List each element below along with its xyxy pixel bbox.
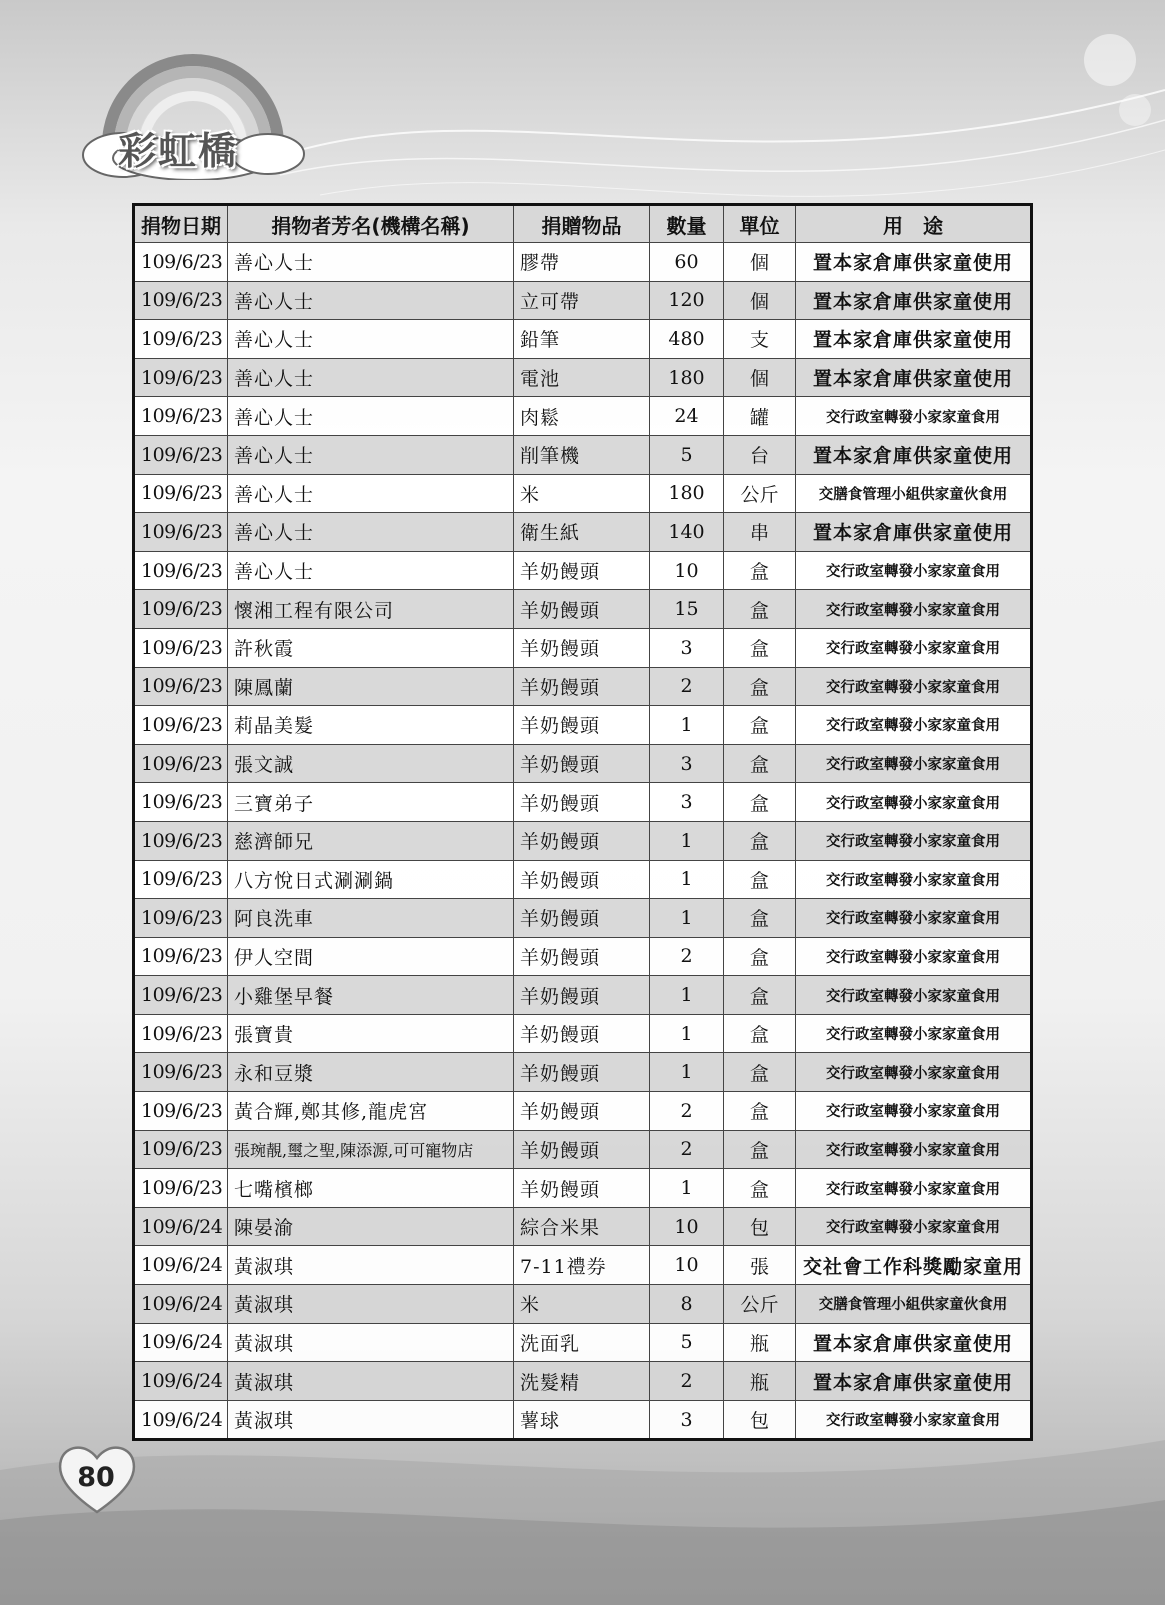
cell-unit: 公斤	[724, 474, 796, 513]
cell-item: 羊奶饅頭	[514, 1092, 650, 1131]
cell-date: 109/6/23	[134, 590, 228, 629]
cell-date: 109/6/23	[134, 281, 228, 320]
cell-donor: 善心人士	[228, 320, 514, 359]
cell-donor: 張文誠	[228, 744, 514, 783]
cell-purpose: 交行政室轉發小家家童食用	[796, 1207, 1032, 1246]
table-row	[134, 397, 1032, 436]
cell-quantity: 1	[650, 899, 724, 938]
table-row	[134, 1092, 1032, 1131]
cell-donor: 善心人士	[228, 358, 514, 397]
cell-unit: 盒	[724, 628, 796, 667]
cell-donor: 伊人空間	[228, 937, 514, 976]
cell-purpose: 交行政室轉發小家家童食用	[796, 1014, 1032, 1053]
cell-unit: 盒	[724, 1014, 796, 1053]
cell-unit: 個	[724, 281, 796, 320]
cell-quantity: 140	[650, 513, 724, 552]
cell-purpose: 置本家倉庫供家童使用	[796, 243, 1032, 282]
cell-date: 109/6/23	[134, 783, 228, 822]
cell-quantity: 10	[650, 1207, 724, 1246]
cell-unit: 盒	[724, 744, 796, 783]
cell-date: 109/6/23	[134, 243, 228, 282]
cell-quantity: 1	[650, 1169, 724, 1208]
cell-date: 109/6/24	[134, 1362, 228, 1401]
cell-item: 羊奶饅頭	[514, 937, 650, 976]
cell-purpose: 交行政室轉發小家家童食用	[796, 744, 1032, 783]
cell-date: 109/6/23	[134, 1092, 228, 1131]
cell-item: 羊奶饅頭	[514, 1169, 650, 1208]
cell-date: 109/6/23	[134, 435, 228, 474]
cell-purpose: 置本家倉庫供家童使用	[796, 1323, 1032, 1362]
table-row	[134, 513, 1032, 552]
table-row	[134, 1207, 1032, 1246]
cell-donor: 善心人士	[228, 243, 514, 282]
cell-quantity: 1	[650, 821, 724, 860]
table-row	[134, 1130, 1032, 1169]
cell-item: 羊奶饅頭	[514, 551, 650, 590]
cell-purpose: 交行政室轉發小家家童食用	[796, 783, 1032, 822]
cell-unit: 盒	[724, 976, 796, 1015]
cell-purpose: 交膳食管理小組供家童伙食用	[796, 474, 1032, 513]
cell-date: 109/6/23	[134, 667, 228, 706]
cell-quantity: 2	[650, 937, 724, 976]
cell-unit: 支	[724, 320, 796, 359]
cell-purpose: 交行政室轉發小家家童食用	[796, 1092, 1032, 1131]
cell-item: 鉛筆	[514, 320, 650, 359]
header-date: 捐物日期	[134, 205, 228, 243]
cell-donor: 黃淑琪	[228, 1400, 514, 1440]
cell-purpose: 交行政室轉發小家家童食用	[796, 1400, 1032, 1440]
cell-quantity: 1	[650, 860, 724, 899]
cell-purpose: 置本家倉庫供家童使用	[796, 358, 1032, 397]
table-row	[134, 899, 1032, 938]
header-purpose: 用 途	[796, 205, 1032, 243]
cell-item: 立可帶	[514, 281, 650, 320]
cell-unit: 包	[724, 1207, 796, 1246]
table-row	[134, 1400, 1032, 1440]
cell-item: 洗髮精	[514, 1362, 650, 1401]
cell-date: 109/6/23	[134, 1130, 228, 1169]
cell-quantity: 5	[650, 1323, 724, 1362]
cell-quantity: 8	[650, 1285, 724, 1324]
cell-date: 109/6/23	[134, 397, 228, 436]
cell-unit: 盒	[724, 551, 796, 590]
cell-quantity: 10	[650, 1246, 724, 1285]
cell-item: 肉鬆	[514, 397, 650, 436]
cell-date: 109/6/23	[134, 628, 228, 667]
cell-quantity: 480	[650, 320, 724, 359]
cell-donor: 陳晏渝	[228, 1207, 514, 1246]
cell-quantity: 60	[650, 243, 724, 282]
cell-donor: 張琬靚,璽之聖,陳添源,可可寵物店	[228, 1130, 514, 1169]
cell-unit: 盒	[724, 706, 796, 745]
table-row	[134, 1323, 1032, 1362]
cell-quantity: 180	[650, 358, 724, 397]
cell-unit: 罐	[724, 397, 796, 436]
cell-donor: 許秋霞	[228, 628, 514, 667]
cell-date: 109/6/23	[134, 899, 228, 938]
cell-unit: 台	[724, 435, 796, 474]
cell-unit: 串	[724, 513, 796, 552]
table-row	[134, 628, 1032, 667]
cell-date: 109/6/23	[134, 474, 228, 513]
cell-unit: 盒	[724, 1092, 796, 1131]
cell-item: 羊奶饅頭	[514, 667, 650, 706]
cell-item: 羊奶饅頭	[514, 706, 650, 745]
cell-date: 109/6/23	[134, 860, 228, 899]
table-row	[134, 358, 1032, 397]
cell-item: 羊奶饅頭	[514, 1014, 650, 1053]
cell-donor: 阿良洗車	[228, 899, 514, 938]
cell-unit: 盒	[724, 590, 796, 629]
table-row	[134, 243, 1032, 282]
cell-purpose: 交行政室轉發小家家童食用	[796, 937, 1032, 976]
cell-donor: 善心人士	[228, 513, 514, 552]
cell-quantity: 2	[650, 1092, 724, 1131]
table-row	[134, 821, 1032, 860]
cell-unit: 個	[724, 243, 796, 282]
cell-quantity: 5	[650, 435, 724, 474]
cell-quantity: 24	[650, 397, 724, 436]
cell-date: 109/6/23	[134, 1053, 228, 1092]
cell-item: 羊奶饅頭	[514, 976, 650, 1015]
cell-unit: 盒	[724, 783, 796, 822]
cell-donor: 善心人士	[228, 435, 514, 474]
cell-donor: 陳鳳蘭	[228, 667, 514, 706]
cell-donor: 善心人士	[228, 281, 514, 320]
cell-date: 109/6/24	[134, 1323, 228, 1362]
cell-date: 109/6/23	[134, 937, 228, 976]
cell-quantity: 2	[650, 667, 724, 706]
cell-item: 電池	[514, 358, 650, 397]
header-unit: 單位	[724, 205, 796, 243]
cell-quantity: 1	[650, 976, 724, 1015]
cell-item: 薯球	[514, 1400, 650, 1440]
cell-purpose: 交行政室轉發小家家童食用	[796, 1169, 1032, 1208]
cell-item: 衛生紙	[514, 513, 650, 552]
cell-unit: 瓶	[724, 1323, 796, 1362]
cell-purpose: 交行政室轉發小家家童食用	[796, 628, 1032, 667]
logo-title: 彩虹橋	[118, 129, 239, 173]
cell-purpose: 交社會工作科獎勵家童用	[796, 1246, 1032, 1285]
cell-purpose: 交行政室轉發小家家童食用	[796, 706, 1032, 745]
table-row	[134, 1014, 1032, 1053]
cell-purpose: 交行政室轉發小家家童食用	[796, 899, 1032, 938]
cell-quantity: 2	[650, 1130, 724, 1169]
table-row	[134, 1362, 1032, 1401]
cell-date: 109/6/24	[134, 1285, 228, 1324]
cell-unit: 公斤	[724, 1285, 796, 1324]
cell-item: 羊奶饅頭	[514, 821, 650, 860]
cell-date: 109/6/24	[134, 1400, 228, 1440]
cell-donor: 懷湘工程有限公司	[228, 590, 514, 629]
table-row	[134, 1053, 1032, 1092]
cell-purpose: 置本家倉庫供家童使用	[796, 435, 1032, 474]
table-row	[134, 281, 1032, 320]
table-row	[134, 1169, 1032, 1208]
table-row	[134, 976, 1032, 1015]
cell-date: 109/6/23	[134, 706, 228, 745]
cell-quantity: 120	[650, 281, 724, 320]
cell-quantity: 180	[650, 474, 724, 513]
cell-unit: 盒	[724, 1130, 796, 1169]
cell-quantity: 15	[650, 590, 724, 629]
cell-purpose: 交行政室轉發小家家童食用	[796, 821, 1032, 860]
cell-unit: 個	[724, 358, 796, 397]
cell-purpose: 交行政室轉發小家家童食用	[796, 860, 1032, 899]
cell-item: 羊奶饅頭	[514, 590, 650, 629]
cell-donor: 善心人士	[228, 551, 514, 590]
cell-purpose: 交行政室轉發小家家童食用	[796, 1130, 1032, 1169]
cell-donor: 黃淑琪	[228, 1362, 514, 1401]
table-row	[134, 435, 1032, 474]
cell-purpose: 置本家倉庫供家童使用	[796, 513, 1032, 552]
cell-purpose: 交行政室轉發小家家童食用	[796, 397, 1032, 436]
cell-date: 109/6/23	[134, 1169, 228, 1208]
cell-unit: 盒	[724, 821, 796, 860]
table-row	[134, 783, 1032, 822]
cell-donor: 善心人士	[228, 397, 514, 436]
cell-purpose: 交行政室轉發小家家童食用	[796, 976, 1032, 1015]
cell-donor: 七嘴檳榔	[228, 1169, 514, 1208]
cell-quantity: 3	[650, 628, 724, 667]
cell-purpose: 交行政室轉發小家家童食用	[796, 590, 1032, 629]
table-row	[134, 744, 1032, 783]
cell-quantity: 3	[650, 1400, 724, 1440]
cell-donor: 永和豆漿	[228, 1053, 514, 1092]
cell-unit: 包	[724, 1400, 796, 1440]
cell-item: 羊奶饅頭	[514, 899, 650, 938]
cell-donor: 三寶弟子	[228, 783, 514, 822]
cell-item: 7-11禮券	[514, 1246, 650, 1285]
cell-quantity: 3	[650, 744, 724, 783]
cell-item: 削筆機	[514, 435, 650, 474]
cell-donor: 黃淑琪	[228, 1323, 514, 1362]
cell-date: 109/6/24	[134, 1207, 228, 1246]
cell-purpose: 交行政室轉發小家家童食用	[796, 1053, 1032, 1092]
cell-item: 羊奶饅頭	[514, 1053, 650, 1092]
cell-donor: 小雞堡早餐	[228, 976, 514, 1015]
cell-unit: 盒	[724, 1169, 796, 1208]
cell-quantity: 1	[650, 1053, 724, 1092]
cell-quantity: 10	[650, 551, 724, 590]
table-row	[134, 474, 1032, 513]
cell-date: 109/6/23	[134, 320, 228, 359]
header-quantity: 數量	[650, 205, 724, 243]
cell-item: 羊奶饅頭	[514, 1130, 650, 1169]
cell-quantity: 3	[650, 783, 724, 822]
cell-quantity: 1	[650, 706, 724, 745]
cell-date: 109/6/24	[134, 1246, 228, 1285]
cell-donor: 張寶貴	[228, 1014, 514, 1053]
cell-purpose: 置本家倉庫供家童使用	[796, 1362, 1032, 1401]
cell-item: 羊奶饅頭	[514, 628, 650, 667]
cell-donor: 善心人士	[228, 474, 514, 513]
cell-unit: 盒	[724, 860, 796, 899]
table-row	[134, 320, 1032, 359]
table-header-row	[134, 205, 1032, 243]
table-row	[134, 667, 1032, 706]
cell-date: 109/6/23	[134, 358, 228, 397]
cell-item: 綜合米果	[514, 1207, 650, 1246]
cell-donor: 黃合輝,鄭其修,龍虎宮	[228, 1092, 514, 1131]
cell-unit: 張	[724, 1246, 796, 1285]
table-row	[134, 937, 1032, 976]
cell-purpose: 置本家倉庫供家童使用	[796, 320, 1032, 359]
page-number: 80	[77, 1462, 115, 1493]
donation-table	[132, 203, 1033, 1441]
cell-item: 膠帶	[514, 243, 650, 282]
cell-purpose: 交行政室轉發小家家童食用	[796, 667, 1032, 706]
cell-item: 羊奶饅頭	[514, 783, 650, 822]
cell-item: 洗面乳	[514, 1323, 650, 1362]
cell-unit: 盒	[724, 667, 796, 706]
header-item: 捐贈物品	[514, 205, 650, 243]
table-row	[134, 590, 1032, 629]
cell-donor: 慈濟師兄	[228, 821, 514, 860]
cell-unit: 瓶	[724, 1362, 796, 1401]
cell-date: 109/6/23	[134, 744, 228, 783]
cell-unit: 盒	[724, 1053, 796, 1092]
cell-item: 羊奶饅頭	[514, 860, 650, 899]
cell-date: 109/6/23	[134, 513, 228, 552]
cell-donor: 莉晶美髮	[228, 706, 514, 745]
table-row	[134, 860, 1032, 899]
cell-donor: 八方悅日式涮涮鍋	[228, 860, 514, 899]
cell-quantity: 2	[650, 1362, 724, 1401]
cell-donor: 黃淑琪	[228, 1285, 514, 1324]
cell-purpose: 交行政室轉發小家家童食用	[796, 551, 1032, 590]
cell-item: 米	[514, 1285, 650, 1324]
cell-unit: 盒	[724, 937, 796, 976]
table-row	[134, 1285, 1032, 1324]
table-row	[134, 706, 1032, 745]
cell-purpose: 交膳食管理小組供家童伙食用	[796, 1285, 1032, 1324]
table-row	[134, 1246, 1032, 1285]
cell-item: 米	[514, 474, 650, 513]
cell-date: 109/6/23	[134, 551, 228, 590]
cell-unit: 盒	[724, 899, 796, 938]
cell-donor: 黃淑琪	[228, 1246, 514, 1285]
cell-date: 109/6/23	[134, 1014, 228, 1053]
cell-date: 109/6/23	[134, 976, 228, 1015]
table-row	[134, 551, 1032, 590]
cell-item: 羊奶饅頭	[514, 744, 650, 783]
header-donor: 捐物者芳名(機構名稱)	[228, 205, 514, 243]
cell-quantity: 1	[650, 1014, 724, 1053]
cell-purpose: 置本家倉庫供家童使用	[796, 281, 1032, 320]
cell-date: 109/6/23	[134, 821, 228, 860]
